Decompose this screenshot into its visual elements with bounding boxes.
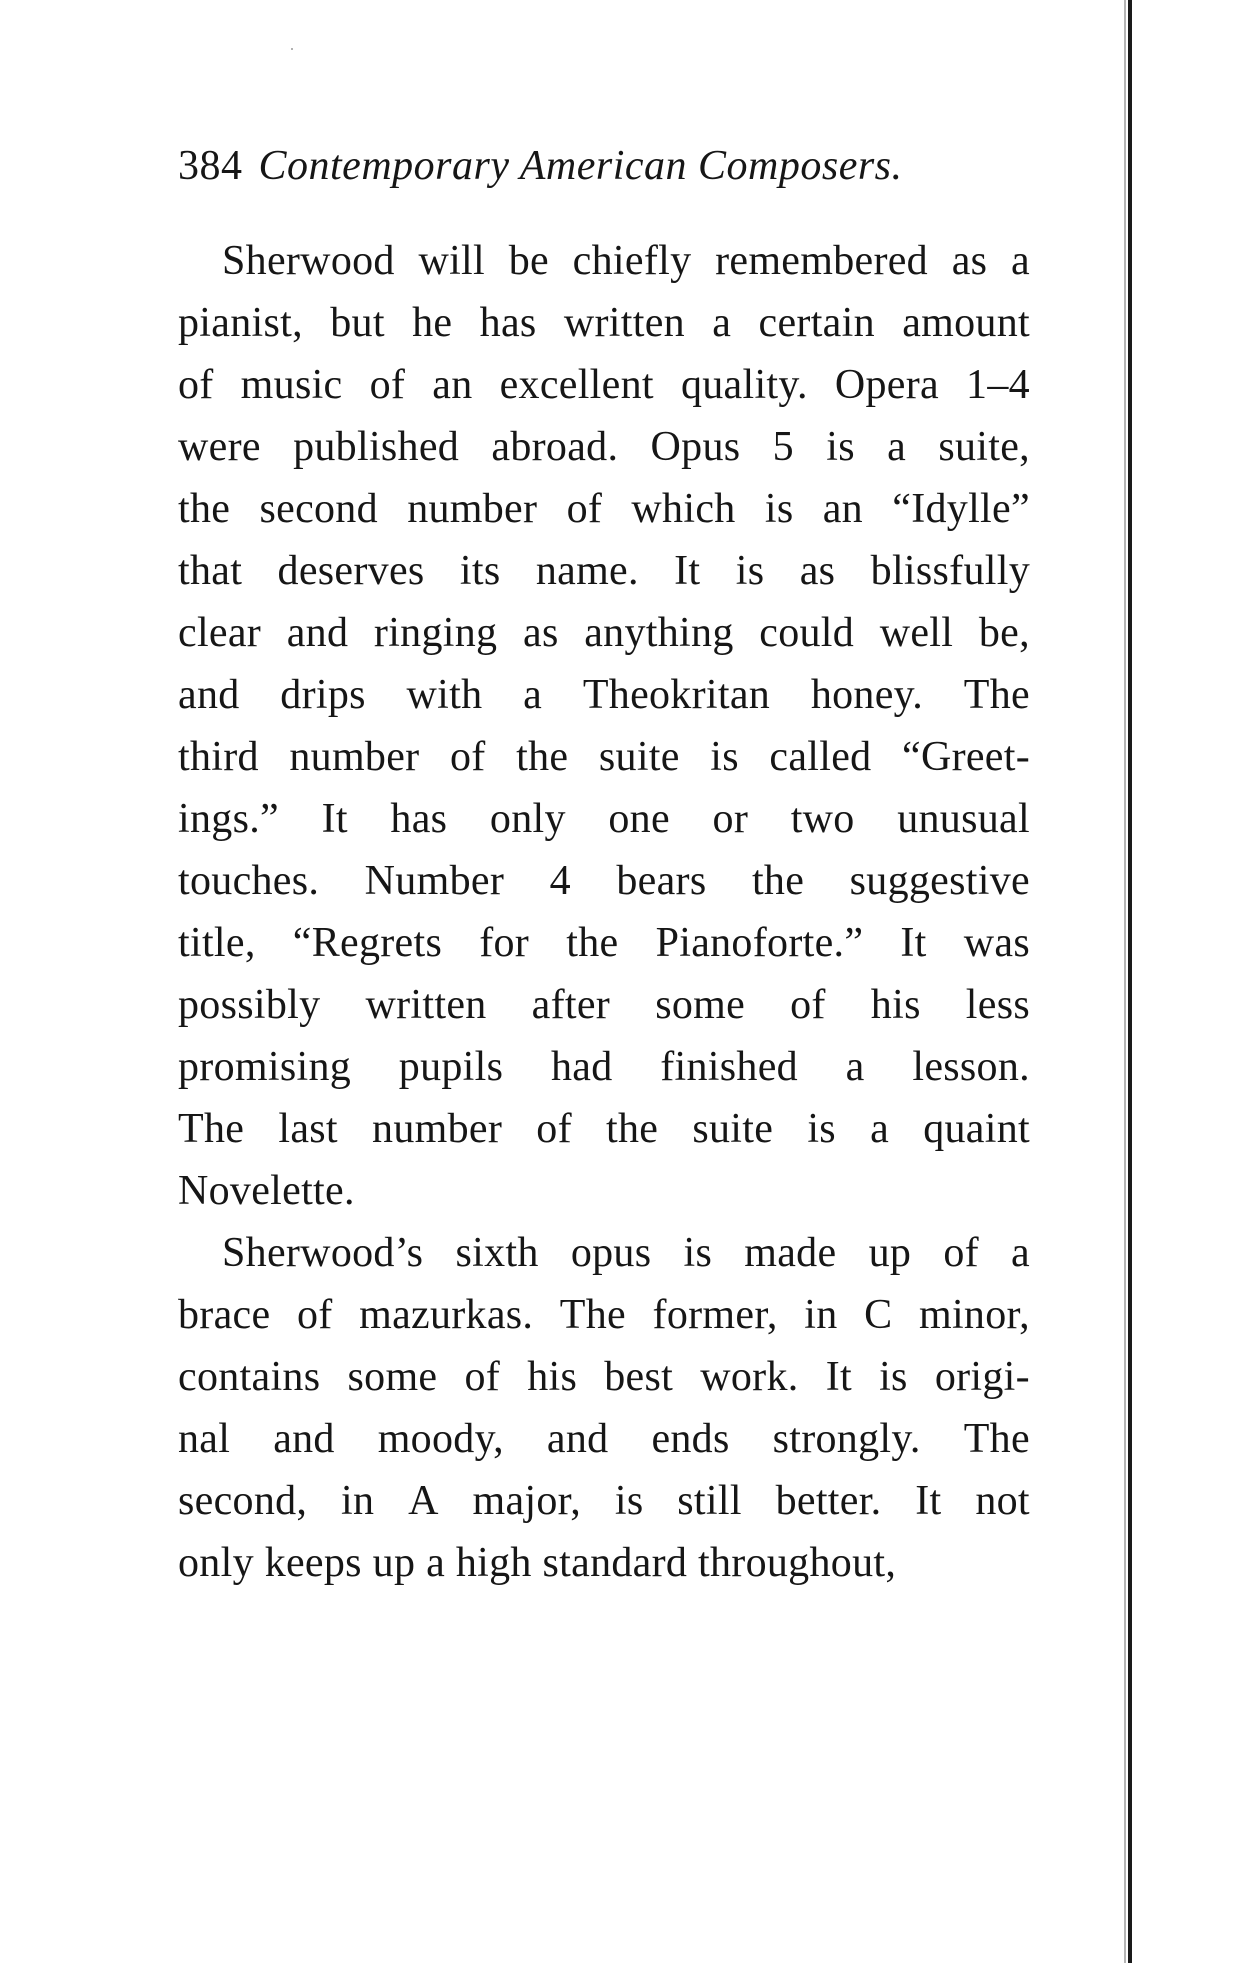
- word: ends: [651, 1416, 730, 1462]
- text-line: [178, 912, 1030, 974]
- word: of: [566, 486, 603, 532]
- word: up: [372, 1540, 416, 1586]
- word: an: [822, 486, 863, 532]
- word: Theokritan: [582, 672, 771, 718]
- word: chiefly: [572, 238, 692, 284]
- word: The: [963, 1416, 1030, 1462]
- word: which: [631, 486, 736, 532]
- word: contains: [178, 1354, 321, 1400]
- binding-edge-shadow: [1124, 0, 1126, 1963]
- word: A: [408, 1478, 439, 1524]
- paper-speck: [291, 48, 293, 50]
- word: written: [365, 982, 487, 1028]
- word: is: [683, 1230, 713, 1276]
- word: of: [943, 1230, 979, 1276]
- word: unusual: [897, 796, 1030, 842]
- word: pupils: [398, 1044, 504, 1090]
- word: 5: [772, 424, 794, 470]
- word: “Greet-: [902, 734, 1030, 780]
- word: Opus: [650, 424, 741, 470]
- word: opus: [570, 1230, 652, 1276]
- word: finished: [660, 1044, 798, 1090]
- word: It: [825, 1354, 852, 1400]
- word: mazurkas.: [359, 1292, 534, 1338]
- word: his: [527, 1354, 578, 1400]
- word: honey.: [810, 672, 924, 718]
- word: second: [259, 486, 378, 532]
- word: certain: [758, 300, 875, 346]
- text-line: [178, 230, 1030, 292]
- word: made: [744, 1230, 837, 1276]
- word: in: [804, 1292, 838, 1338]
- word: minor,: [918, 1292, 1030, 1338]
- word: for: [479, 920, 530, 966]
- word: one: [608, 796, 670, 842]
- text-line: [178, 788, 1030, 850]
- word: a: [523, 672, 543, 718]
- word: former,: [652, 1292, 778, 1338]
- word: number: [407, 486, 538, 532]
- word: is: [826, 424, 855, 470]
- word: third: [178, 734, 259, 780]
- word: has: [390, 796, 448, 842]
- word: had: [550, 1044, 613, 1090]
- word: number: [289, 734, 420, 780]
- body-text: [178, 230, 1030, 1594]
- text-line: [178, 1532, 1030, 1594]
- text-line: [178, 1408, 1030, 1470]
- paragraph: [178, 230, 1030, 1222]
- word: strongly.: [772, 1416, 921, 1462]
- word: will: [418, 238, 485, 284]
- word: The: [963, 672, 1030, 718]
- word: were: [178, 424, 261, 470]
- running-header: [178, 140, 903, 192]
- word: second,: [178, 1478, 308, 1524]
- word: better.: [775, 1478, 882, 1524]
- word: its: [459, 548, 501, 594]
- word: throughout,: [698, 1540, 897, 1586]
- word: that: [178, 548, 243, 594]
- word: 1–4: [966, 362, 1030, 408]
- word: of: [450, 734, 486, 780]
- word: as: [951, 238, 988, 284]
- word: moody,: [377, 1416, 504, 1462]
- word: The: [559, 1292, 626, 1338]
- word: last: [278, 1106, 338, 1152]
- word: of: [296, 1292, 333, 1338]
- running-title: Contemporary American Composers.: [258, 143, 903, 189]
- word: of: [536, 1106, 572, 1152]
- word: best: [604, 1354, 674, 1400]
- text-line: [178, 664, 1030, 726]
- word: published: [293, 424, 460, 470]
- word: a: [1011, 1230, 1030, 1276]
- word: as: [799, 548, 836, 594]
- word: of: [464, 1354, 501, 1400]
- word: blissfully: [870, 548, 1030, 594]
- word: a: [712, 300, 732, 346]
- word: a: [845, 1044, 865, 1090]
- word: work.: [700, 1354, 799, 1400]
- word: 4: [549, 858, 571, 904]
- word: music: [240, 362, 343, 408]
- word: a: [1011, 238, 1030, 284]
- word: suite: [692, 1106, 774, 1152]
- word: touches.: [178, 858, 320, 904]
- word: as: [523, 610, 559, 656]
- word: It: [915, 1478, 942, 1524]
- word: his: [870, 982, 921, 1028]
- word: written: [563, 300, 685, 346]
- word: of: [178, 362, 214, 408]
- word: is: [735, 548, 765, 594]
- text-line: [178, 540, 1030, 602]
- text-line: [178, 974, 1030, 1036]
- word: possibly: [178, 982, 321, 1028]
- word: nal: [178, 1416, 231, 1462]
- word: origi-: [934, 1354, 1030, 1400]
- word: abroad.: [491, 424, 619, 470]
- word: anything: [584, 610, 734, 656]
- text-line: [178, 602, 1030, 664]
- word: was: [963, 920, 1030, 966]
- word: and: [273, 1416, 335, 1462]
- word: “Regrets: [292, 920, 443, 966]
- text-line: [178, 850, 1030, 912]
- word: quaint: [923, 1106, 1030, 1152]
- word: brace: [178, 1292, 271, 1338]
- text-line: [178, 292, 1030, 354]
- word: The: [178, 1106, 245, 1152]
- word: some: [655, 982, 746, 1028]
- word: “Idylle”: [892, 486, 1030, 532]
- page-number: 384: [178, 143, 243, 189]
- text-line: [178, 1346, 1030, 1408]
- word: be,: [978, 610, 1030, 656]
- word: the: [178, 486, 231, 532]
- word: two: [790, 796, 855, 842]
- word: the: [516, 734, 569, 780]
- word: in: [341, 1478, 375, 1524]
- word: less: [965, 982, 1030, 1028]
- word: keeps: [264, 1540, 362, 1586]
- text-line: [178, 478, 1030, 540]
- paragraph: [178, 1222, 1030, 1594]
- word: pianist,: [178, 300, 303, 346]
- word: is: [710, 734, 739, 780]
- word: called: [769, 734, 872, 780]
- word: and: [178, 672, 240, 718]
- word: some: [347, 1354, 438, 1400]
- word: drips: [280, 672, 366, 718]
- word: not: [975, 1478, 1030, 1524]
- word: title,: [178, 920, 256, 966]
- word: It: [321, 796, 348, 842]
- word: he: [412, 300, 453, 346]
- word: is: [807, 1106, 836, 1152]
- word: but: [330, 300, 385, 346]
- word: suite,: [938, 424, 1030, 470]
- text-line: [178, 1036, 1030, 1098]
- text-line: [178, 1470, 1030, 1532]
- word: the: [751, 858, 805, 904]
- word: clear: [178, 610, 262, 656]
- word: up: [868, 1230, 912, 1276]
- word: Novelette.: [178, 1168, 355, 1214]
- word: a: [870, 1106, 890, 1152]
- word: an: [432, 362, 473, 408]
- word: a: [426, 1540, 446, 1586]
- word: high: [455, 1540, 532, 1586]
- word: major,: [472, 1478, 582, 1524]
- word: sixth: [455, 1230, 539, 1276]
- word: Sherwood: [222, 238, 395, 284]
- text-line: [178, 726, 1030, 788]
- text-line: [178, 416, 1030, 478]
- word: is: [764, 486, 794, 532]
- word: ringing: [373, 610, 498, 656]
- word: Sherwood’s: [222, 1230, 424, 1276]
- word: ings.”: [178, 796, 279, 842]
- word: deserves: [277, 548, 425, 594]
- word: and: [546, 1416, 609, 1462]
- word: It: [900, 920, 927, 966]
- word: and: [286, 610, 349, 656]
- word: or: [712, 796, 749, 842]
- word: number: [372, 1106, 503, 1152]
- text-line: [178, 1222, 1030, 1284]
- word: suite: [598, 734, 680, 780]
- word: of: [790, 982, 826, 1028]
- word: is: [879, 1354, 908, 1400]
- word: promising: [178, 1044, 352, 1090]
- word: C: [864, 1292, 893, 1338]
- text-line: [178, 1160, 1030, 1222]
- word: remembered: [715, 238, 928, 284]
- word: is: [614, 1478, 644, 1524]
- text-line: [178, 354, 1030, 416]
- word: after: [531, 982, 611, 1028]
- text-line: [178, 1098, 1030, 1160]
- word: Pianoforte.”: [655, 920, 864, 966]
- word: could: [759, 610, 855, 656]
- word: standard: [542, 1540, 688, 1586]
- word: lesson.: [912, 1044, 1030, 1090]
- word: a: [887, 424, 907, 470]
- binding-edge: [1128, 0, 1132, 1963]
- word: Opera: [834, 362, 939, 408]
- word: has: [479, 300, 537, 346]
- word: only: [178, 1540, 254, 1586]
- word: still: [677, 1478, 742, 1524]
- word: of: [369, 362, 406, 408]
- word: only: [489, 796, 566, 842]
- word: quality.: [680, 362, 808, 408]
- word: Number: [364, 858, 505, 904]
- word: amount: [902, 300, 1030, 346]
- word: be: [508, 238, 549, 284]
- word: excellent: [499, 362, 654, 408]
- word: well: [879, 610, 954, 656]
- word: the: [606, 1106, 659, 1152]
- word: bears: [616, 858, 707, 904]
- word: It: [674, 548, 701, 594]
- word: name.: [535, 548, 639, 594]
- text-line: [178, 1284, 1030, 1346]
- word: the: [566, 920, 619, 966]
- word: with: [406, 672, 483, 718]
- word: suggestive: [849, 858, 1030, 904]
